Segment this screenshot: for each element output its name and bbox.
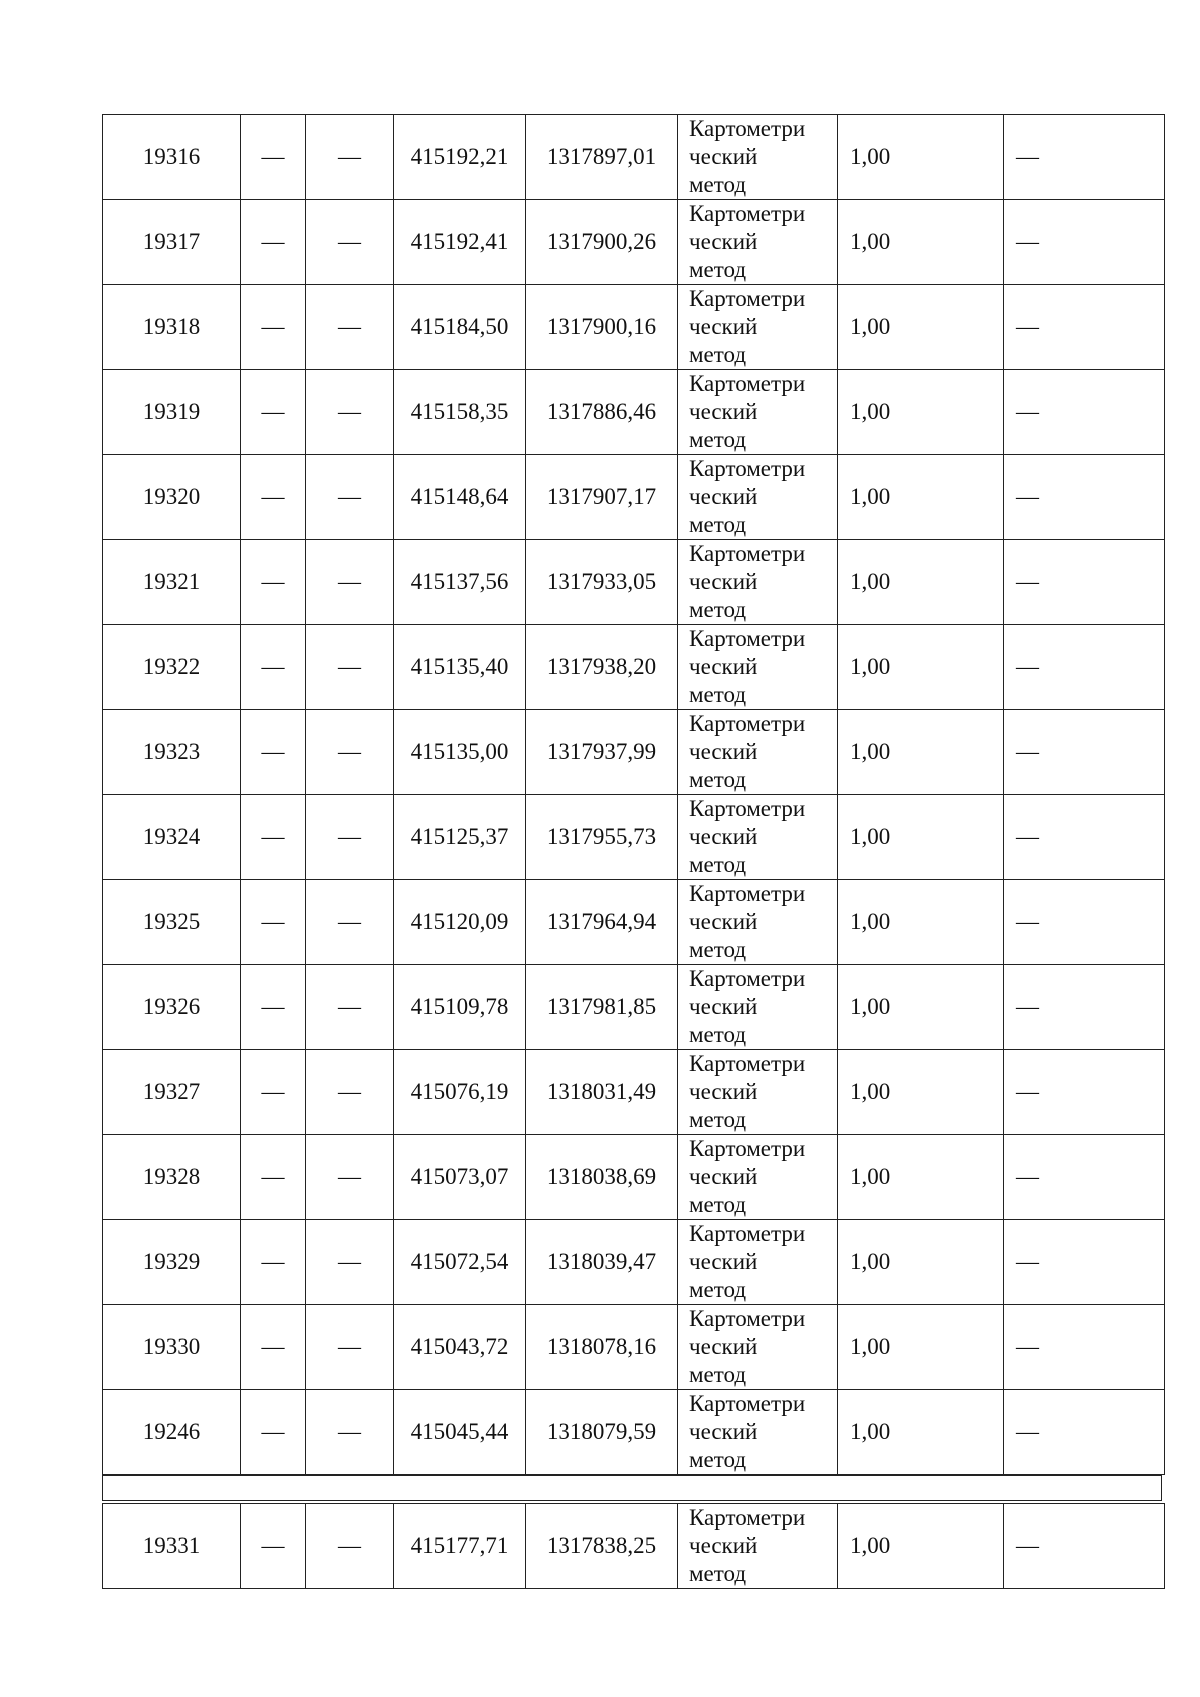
point-number-cell bbox=[103, 795, 241, 880]
y-coordinate-cell bbox=[526, 625, 678, 710]
y-coordinate-text: 1318031,49 bbox=[546, 1079, 657, 1104]
y-coordinate-text: 1317938,20 bbox=[546, 654, 657, 679]
accuracy-cell bbox=[838, 540, 1004, 625]
method-cell bbox=[678, 625, 838, 710]
x-coordinate-cell bbox=[394, 285, 526, 370]
x-coordinate-cell bbox=[394, 795, 526, 880]
y-coordinate-text: 1317955,73 bbox=[546, 824, 657, 849]
method-cell bbox=[678, 1305, 838, 1390]
y-coordinate-text: 1318038,69 bbox=[546, 1164, 657, 1189]
accuracy-text: 1,00 bbox=[850, 484, 891, 509]
empty-value-cell bbox=[306, 795, 394, 880]
y-coordinate-text: 1317900,16 bbox=[546, 314, 657, 339]
empty-value-text: — bbox=[1016, 1533, 1039, 1558]
empty-value-cell bbox=[1004, 540, 1165, 625]
empty-value-cell bbox=[1004, 455, 1165, 540]
empty-value-cell bbox=[306, 115, 394, 200]
empty-value-cell bbox=[306, 965, 394, 1050]
x-coordinate-text: 415135,00 bbox=[410, 739, 509, 764]
accuracy-text: 1,00 bbox=[850, 994, 891, 1019]
accuracy-text: 1,00 bbox=[850, 1334, 891, 1359]
y-coordinate-cell bbox=[526, 285, 678, 370]
empty-value-text: — bbox=[338, 1164, 361, 1189]
x-coordinate-cell bbox=[394, 1050, 526, 1135]
accuracy-text: 1,00 bbox=[850, 1419, 891, 1444]
method-cell bbox=[678, 200, 838, 285]
x-coordinate-text: 415120,09 bbox=[410, 909, 509, 934]
accuracy-cell bbox=[838, 285, 1004, 370]
accuracy-cell bbox=[838, 710, 1004, 795]
x-coordinate-text: 415125,37 bbox=[410, 824, 509, 849]
point-number-cell bbox=[103, 1504, 241, 1589]
method-cell bbox=[678, 1135, 838, 1220]
empty-value-text: — bbox=[1016, 654, 1039, 679]
table-row bbox=[103, 1220, 1165, 1305]
coordinates-table bbox=[102, 114, 1165, 1475]
empty-value-text: — bbox=[1016, 144, 1039, 169]
empty-value-text: — bbox=[1016, 1079, 1039, 1104]
accuracy-text: 1,00 bbox=[850, 314, 891, 339]
point-number-cell bbox=[103, 625, 241, 710]
empty-value-text: — bbox=[261, 229, 285, 254]
table-row bbox=[103, 540, 1165, 625]
y-coordinate-cell bbox=[526, 1050, 678, 1135]
point-number-cell bbox=[103, 370, 241, 455]
method-text: Картометри ческий метод bbox=[689, 456, 806, 537]
empty-value-cell bbox=[241, 540, 306, 625]
empty-value-text: — bbox=[338, 1419, 361, 1444]
table-row bbox=[103, 455, 1165, 540]
empty-value-cell bbox=[1004, 1504, 1165, 1589]
method-text: Картометри ческий метод bbox=[689, 1136, 806, 1217]
coordinates-table-continued bbox=[102, 1503, 1165, 1589]
empty-value-text: — bbox=[1016, 994, 1039, 1019]
y-coordinate-text: 1317933,05 bbox=[546, 569, 657, 594]
accuracy-text: 1,00 bbox=[850, 229, 891, 254]
empty-value-cell bbox=[306, 1504, 394, 1589]
accuracy-cell bbox=[838, 880, 1004, 965]
empty-value-cell bbox=[306, 1220, 394, 1305]
x-coordinate-cell bbox=[394, 1220, 526, 1305]
empty-value-cell bbox=[306, 540, 394, 625]
method-text: Картометри ческий метод bbox=[689, 711, 806, 792]
method-text: Картометри ческий метод bbox=[689, 1505, 806, 1586]
empty-value-text: — bbox=[261, 994, 285, 1019]
accuracy-cell bbox=[838, 1135, 1004, 1220]
accuracy-text: 1,00 bbox=[850, 739, 891, 764]
y-coordinate-text: 1317964,94 bbox=[546, 909, 657, 934]
empty-value-text: — bbox=[338, 399, 361, 424]
empty-value-cell bbox=[306, 625, 394, 710]
method-cell bbox=[678, 540, 838, 625]
method-cell bbox=[678, 115, 838, 200]
point-number-text: 19328 bbox=[142, 1164, 201, 1189]
method-text: Картометри ческий метод bbox=[689, 201, 806, 282]
method-cell bbox=[678, 370, 838, 455]
method-text: Картометри ческий метод bbox=[689, 286, 806, 367]
x-coordinate-text: 415148,64 bbox=[410, 484, 509, 509]
y-coordinate-text: 1317897,01 bbox=[546, 144, 657, 169]
point-number-cell bbox=[103, 1305, 241, 1390]
empty-value-cell bbox=[241, 625, 306, 710]
x-coordinate-cell bbox=[394, 965, 526, 1050]
x-coordinate-text: 415072,54 bbox=[410, 1249, 509, 1274]
y-coordinate-cell bbox=[526, 370, 678, 455]
table-row bbox=[103, 1050, 1165, 1135]
empty-value-text: — bbox=[261, 654, 285, 679]
x-coordinate-text: 415043,72 bbox=[410, 1334, 509, 1359]
y-coordinate-cell bbox=[526, 795, 678, 880]
accuracy-cell bbox=[838, 1305, 1004, 1390]
empty-value-text: — bbox=[1016, 399, 1039, 424]
point-number-text: 19330 bbox=[142, 1334, 201, 1359]
method-text: Картометри ческий метод bbox=[689, 966, 806, 1047]
empty-value-text: — bbox=[338, 824, 361, 849]
empty-value-text: — bbox=[1016, 1164, 1039, 1189]
empty-value-cell bbox=[241, 1504, 306, 1589]
empty-value-cell bbox=[1004, 1220, 1165, 1305]
empty-value-text: — bbox=[338, 994, 361, 1019]
empty-value-cell bbox=[1004, 965, 1165, 1050]
method-text: Картометри ческий метод bbox=[689, 541, 806, 622]
empty-value-text: — bbox=[338, 484, 361, 509]
empty-value-text: — bbox=[261, 314, 285, 339]
empty-value-text: — bbox=[261, 399, 285, 424]
table-row bbox=[103, 200, 1165, 285]
accuracy-text: 1,00 bbox=[850, 399, 891, 424]
y-coordinate-cell bbox=[526, 1504, 678, 1589]
empty-value-cell bbox=[1004, 1305, 1165, 1390]
empty-value-text: — bbox=[338, 654, 361, 679]
method-cell bbox=[678, 1220, 838, 1305]
y-coordinate-text: 1318039,47 bbox=[546, 1249, 657, 1274]
x-coordinate-cell bbox=[394, 1135, 526, 1220]
x-coordinate-text: 415192,41 bbox=[410, 229, 509, 254]
point-number-text: 19316 bbox=[142, 144, 201, 169]
point-number-text: 19322 bbox=[142, 654, 201, 679]
method-cell bbox=[678, 285, 838, 370]
x-coordinate-text: 415137,56 bbox=[410, 569, 509, 594]
empty-value-cell bbox=[241, 115, 306, 200]
empty-value-cell bbox=[306, 710, 394, 795]
y-coordinate-text: 1317907,17 bbox=[546, 484, 657, 509]
empty-value-cell bbox=[306, 1135, 394, 1220]
point-number-cell bbox=[103, 200, 241, 285]
method-cell bbox=[678, 965, 838, 1050]
x-coordinate-cell bbox=[394, 370, 526, 455]
method-text: Картометри ческий метод bbox=[689, 881, 806, 962]
x-coordinate-cell bbox=[394, 1504, 526, 1589]
x-coordinate-cell bbox=[394, 625, 526, 710]
empty-value-cell bbox=[241, 200, 306, 285]
empty-value-cell bbox=[1004, 1135, 1165, 1220]
method-cell bbox=[678, 1504, 838, 1589]
y-coordinate-cell bbox=[526, 710, 678, 795]
x-coordinate-cell bbox=[394, 710, 526, 795]
empty-value-cell bbox=[241, 1135, 306, 1220]
table-row bbox=[103, 115, 1165, 200]
point-number-cell bbox=[103, 115, 241, 200]
empty-value-text: — bbox=[261, 824, 285, 849]
point-number-text: 19324 bbox=[142, 824, 201, 849]
accuracy-cell bbox=[838, 455, 1004, 540]
empty-value-cell bbox=[1004, 1390, 1165, 1475]
empty-value-text: — bbox=[261, 1533, 285, 1558]
method-text: Картометри ческий метод bbox=[689, 796, 806, 877]
x-coordinate-text: 415184,50 bbox=[410, 314, 509, 339]
point-number-cell bbox=[103, 880, 241, 965]
y-coordinate-cell bbox=[526, 965, 678, 1050]
accuracy-cell bbox=[838, 625, 1004, 710]
empty-value-text: — bbox=[261, 1419, 285, 1444]
method-cell bbox=[678, 880, 838, 965]
point-number-text: 19246 bbox=[142, 1419, 201, 1444]
accuracy-text: 1,00 bbox=[850, 1533, 891, 1558]
x-coordinate-text: 415192,21 bbox=[410, 144, 509, 169]
y-coordinate-cell bbox=[526, 1305, 678, 1390]
accuracy-text: 1,00 bbox=[850, 654, 891, 679]
empty-value-cell bbox=[1004, 710, 1165, 795]
table-row bbox=[103, 880, 1165, 965]
table-row bbox=[103, 965, 1165, 1050]
accuracy-cell bbox=[838, 1504, 1004, 1589]
point-number-text: 19318 bbox=[142, 314, 201, 339]
empty-value-cell bbox=[241, 965, 306, 1050]
empty-value-text: — bbox=[261, 1334, 285, 1359]
accuracy-text: 1,00 bbox=[850, 909, 891, 934]
accuracy-cell bbox=[838, 795, 1004, 880]
table-row bbox=[103, 1305, 1165, 1390]
empty-value-text: — bbox=[261, 739, 285, 764]
table-section-divider bbox=[102, 1475, 1162, 1501]
x-coordinate-cell bbox=[394, 1390, 526, 1475]
empty-value-text: — bbox=[261, 144, 285, 169]
x-coordinate-text: 415076,19 bbox=[410, 1079, 509, 1104]
empty-value-text: — bbox=[1016, 569, 1039, 594]
point-number-text: 19331 bbox=[142, 1533, 201, 1558]
accuracy-text: 1,00 bbox=[850, 1249, 891, 1274]
empty-value-cell bbox=[241, 880, 306, 965]
method-cell bbox=[678, 710, 838, 795]
point-number-text: 19319 bbox=[142, 399, 201, 424]
empty-value-text: — bbox=[261, 909, 285, 934]
empty-value-text: — bbox=[261, 1249, 285, 1274]
empty-value-cell bbox=[241, 1305, 306, 1390]
empty-value-cell bbox=[306, 1050, 394, 1135]
empty-value-cell bbox=[241, 370, 306, 455]
point-number-cell bbox=[103, 540, 241, 625]
empty-value-text: — bbox=[338, 1334, 361, 1359]
accuracy-cell bbox=[838, 965, 1004, 1050]
empty-value-text: — bbox=[261, 484, 285, 509]
empty-value-text: — bbox=[338, 144, 361, 169]
method-text: Картометри ческий метод bbox=[689, 1391, 806, 1472]
y-coordinate-cell bbox=[526, 1220, 678, 1305]
empty-value-text: — bbox=[261, 569, 285, 594]
x-coordinate-cell bbox=[394, 200, 526, 285]
empty-value-cell bbox=[306, 1305, 394, 1390]
x-coordinate-text: 415109,78 bbox=[410, 994, 509, 1019]
table-row bbox=[103, 710, 1165, 795]
table-row bbox=[103, 1135, 1165, 1220]
empty-value-text: — bbox=[1016, 1334, 1039, 1359]
method-text: Картометри ческий метод bbox=[689, 1051, 806, 1132]
empty-value-text: — bbox=[1016, 909, 1039, 934]
method-text: Картометри ческий метод bbox=[689, 1221, 806, 1302]
method-cell bbox=[678, 1050, 838, 1135]
point-number-cell bbox=[103, 1135, 241, 1220]
accuracy-text: 1,00 bbox=[850, 824, 891, 849]
accuracy-cell bbox=[838, 115, 1004, 200]
accuracy-cell bbox=[838, 200, 1004, 285]
method-text: Картометри ческий метод bbox=[689, 626, 806, 707]
y-coordinate-text: 1317937,99 bbox=[546, 739, 657, 764]
accuracy-text: 1,00 bbox=[850, 569, 891, 594]
point-number-text: 19325 bbox=[142, 909, 201, 934]
y-coordinate-cell bbox=[526, 880, 678, 965]
y-coordinate-text: 1318079,59 bbox=[546, 1419, 657, 1444]
point-number-cell bbox=[103, 455, 241, 540]
point-number-text: 19320 bbox=[142, 484, 201, 509]
accuracy-cell bbox=[838, 1390, 1004, 1475]
empty-value-cell bbox=[1004, 200, 1165, 285]
accuracy-text: 1,00 bbox=[850, 1164, 891, 1189]
x-coordinate-text: 415045,44 bbox=[410, 1419, 509, 1444]
x-coordinate-text: 415135,40 bbox=[410, 654, 509, 679]
empty-value-text: — bbox=[338, 1249, 361, 1274]
y-coordinate-cell bbox=[526, 455, 678, 540]
table-row bbox=[103, 625, 1165, 710]
accuracy-text: 1,00 bbox=[850, 1079, 891, 1104]
point-number-cell bbox=[103, 285, 241, 370]
point-number-cell bbox=[103, 1220, 241, 1305]
method-cell bbox=[678, 795, 838, 880]
accuracy-cell bbox=[838, 1220, 1004, 1305]
empty-value-text: — bbox=[338, 314, 361, 339]
empty-value-text: — bbox=[338, 569, 361, 594]
empty-value-cell bbox=[306, 880, 394, 965]
method-text: Картометри ческий метод bbox=[689, 1306, 806, 1387]
empty-value-text: — bbox=[338, 1079, 361, 1104]
empty-value-cell bbox=[241, 710, 306, 795]
y-coordinate-text: 1317886,46 bbox=[546, 399, 657, 424]
empty-value-text: — bbox=[1016, 314, 1039, 339]
x-coordinate-text: 415073,07 bbox=[410, 1164, 509, 1189]
point-number-text: 19327 bbox=[142, 1079, 201, 1104]
table-row bbox=[103, 370, 1165, 455]
x-coordinate-text: 415177,71 bbox=[410, 1533, 509, 1558]
empty-value-cell bbox=[241, 285, 306, 370]
table-row bbox=[103, 1504, 1165, 1589]
empty-value-cell bbox=[1004, 115, 1165, 200]
empty-value-text: — bbox=[338, 229, 361, 254]
coordinates-table-continued-body bbox=[103, 1504, 1165, 1589]
empty-value-cell bbox=[306, 1390, 394, 1475]
point-number-text: 19326 bbox=[142, 994, 201, 1019]
empty-value-cell bbox=[306, 200, 394, 285]
y-coordinate-cell bbox=[526, 1390, 678, 1475]
empty-value-text: — bbox=[338, 909, 361, 934]
empty-value-cell bbox=[241, 1390, 306, 1475]
table-row bbox=[103, 1390, 1165, 1475]
empty-value-cell bbox=[306, 285, 394, 370]
empty-value-text: — bbox=[1016, 1419, 1039, 1444]
empty-value-cell bbox=[241, 455, 306, 540]
empty-value-cell bbox=[306, 455, 394, 540]
empty-value-cell bbox=[1004, 285, 1165, 370]
empty-value-cell bbox=[1004, 1050, 1165, 1135]
x-coordinate-cell bbox=[394, 455, 526, 540]
empty-value-text: — bbox=[1016, 484, 1039, 509]
y-coordinate-cell bbox=[526, 115, 678, 200]
empty-value-text: — bbox=[1016, 1249, 1039, 1274]
table-row bbox=[103, 285, 1165, 370]
method-cell bbox=[678, 1390, 838, 1475]
empty-value-text: — bbox=[1016, 229, 1039, 254]
point-number-cell bbox=[103, 1390, 241, 1475]
empty-value-cell bbox=[1004, 625, 1165, 710]
empty-value-text: — bbox=[1016, 824, 1039, 849]
empty-value-cell bbox=[241, 795, 306, 880]
point-number-cell bbox=[103, 1050, 241, 1135]
empty-value-cell bbox=[306, 370, 394, 455]
empty-value-cell bbox=[1004, 880, 1165, 965]
x-coordinate-cell bbox=[394, 880, 526, 965]
point-number-text: 19321 bbox=[142, 569, 201, 594]
method-text: Картометри ческий метод bbox=[689, 371, 806, 452]
point-number-text: 19323 bbox=[142, 739, 201, 764]
y-coordinate-text: 1317981,85 bbox=[546, 994, 657, 1019]
point-number-cell bbox=[103, 710, 241, 795]
point-number-text: 19329 bbox=[142, 1249, 201, 1274]
empty-value-text: — bbox=[338, 739, 361, 764]
empty-value-text: — bbox=[261, 1164, 285, 1189]
empty-value-cell bbox=[1004, 370, 1165, 455]
coordinates-table-body bbox=[103, 115, 1165, 1475]
y-coordinate-text: 1317838,25 bbox=[546, 1533, 657, 1558]
y-coordinate-cell bbox=[526, 1135, 678, 1220]
empty-value-cell bbox=[241, 1050, 306, 1135]
x-coordinate-cell bbox=[394, 1305, 526, 1390]
method-cell bbox=[678, 455, 838, 540]
empty-value-text: — bbox=[261, 1079, 285, 1104]
accuracy-cell bbox=[838, 370, 1004, 455]
point-number-cell bbox=[103, 965, 241, 1050]
accuracy-cell bbox=[838, 1050, 1004, 1135]
point-number-text: 19317 bbox=[142, 229, 201, 254]
empty-value-text: — bbox=[1016, 739, 1039, 764]
empty-value-cell bbox=[241, 1220, 306, 1305]
x-coordinate-text: 415158,35 bbox=[410, 399, 509, 424]
x-coordinate-cell bbox=[394, 115, 526, 200]
empty-value-text: — bbox=[338, 1533, 361, 1558]
method-text: Картометри ческий метод bbox=[689, 116, 806, 197]
table-row bbox=[103, 795, 1165, 880]
x-coordinate-cell bbox=[394, 540, 526, 625]
empty-value-cell bbox=[1004, 795, 1165, 880]
y-coordinate-text: 1318078,16 bbox=[546, 1334, 657, 1359]
y-coordinate-cell bbox=[526, 540, 678, 625]
y-coordinate-cell bbox=[526, 200, 678, 285]
y-coordinate-text: 1317900,26 bbox=[546, 229, 657, 254]
accuracy-text: 1,00 bbox=[850, 144, 891, 169]
